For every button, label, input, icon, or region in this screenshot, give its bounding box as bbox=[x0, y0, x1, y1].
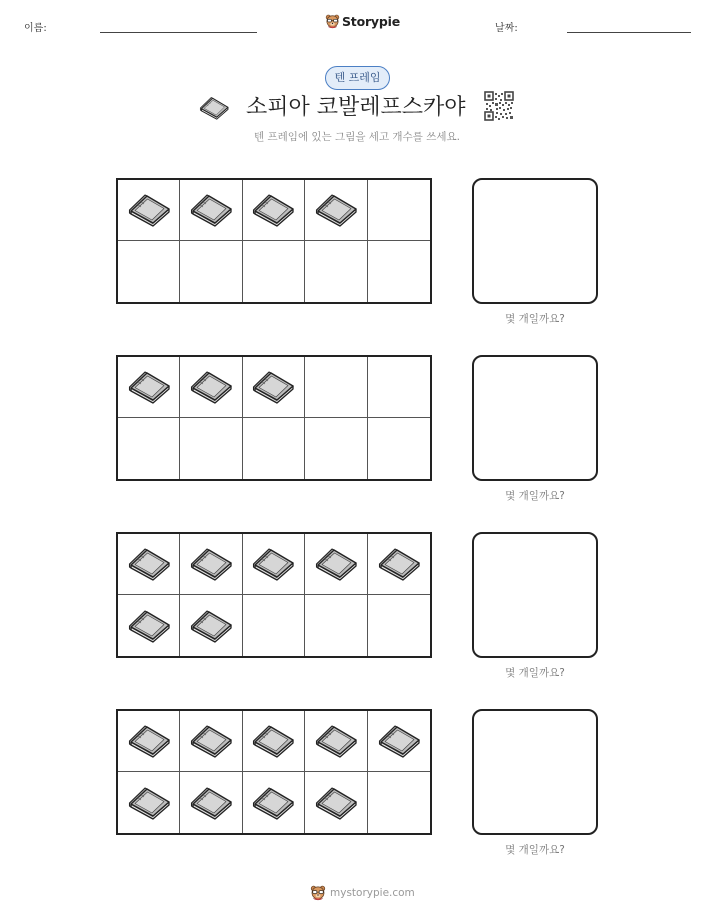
book-icon bbox=[127, 783, 171, 823]
frame-cell bbox=[243, 241, 305, 302]
answer-box[interactable] bbox=[472, 178, 598, 304]
question-label: 몇 개일까요? bbox=[505, 313, 565, 325]
book-icon bbox=[127, 721, 171, 761]
question-label: 몇 개일까요? bbox=[505, 844, 565, 856]
book-icon bbox=[127, 606, 171, 646]
frame-cell bbox=[180, 772, 242, 833]
frame-cell bbox=[368, 711, 430, 772]
book-icon bbox=[377, 544, 421, 584]
book-icon bbox=[198, 94, 230, 122]
page-title: 소피아 코발레프스카야 bbox=[246, 95, 466, 120]
frame-cell bbox=[118, 711, 180, 772]
name-line[interactable] bbox=[100, 32, 257, 33]
book-icon bbox=[251, 544, 295, 584]
qr-code-icon bbox=[484, 91, 514, 121]
frame-cell bbox=[305, 241, 367, 302]
name-label: 이름: bbox=[24, 23, 47, 34]
book-icon bbox=[189, 367, 233, 407]
date-label: 날짜: bbox=[495, 23, 518, 34]
brand-name: Storypie bbox=[342, 13, 400, 29]
ten-frame bbox=[116, 532, 432, 658]
ten-frame bbox=[116, 709, 432, 835]
frame-cell bbox=[118, 534, 180, 595]
frame-cell bbox=[118, 357, 180, 418]
frame-cell bbox=[368, 772, 430, 833]
book-icon bbox=[251, 721, 295, 761]
brand-logo bbox=[325, 13, 400, 29]
book-icon bbox=[314, 190, 358, 230]
frame-cell bbox=[305, 711, 367, 772]
frame-cell bbox=[243, 711, 305, 772]
topic-badge: 텐 프레임 bbox=[325, 66, 390, 90]
frame-cell bbox=[180, 595, 242, 656]
question-label: 몇 개일까요? bbox=[505, 667, 565, 679]
book-icon bbox=[251, 783, 295, 823]
footer bbox=[310, 884, 415, 901]
frame-cell bbox=[118, 595, 180, 656]
bear-mascot-icon bbox=[310, 884, 326, 901]
book-icon bbox=[189, 544, 233, 584]
date-line[interactable] bbox=[567, 32, 691, 33]
answer-box[interactable] bbox=[472, 355, 598, 481]
answer-box[interactable] bbox=[472, 532, 598, 658]
frame-cell bbox=[368, 418, 430, 479]
book-icon bbox=[314, 544, 358, 584]
frame-cell bbox=[368, 357, 430, 418]
frame-cell bbox=[118, 241, 180, 302]
answer-box[interactable] bbox=[472, 709, 598, 835]
frame-cell bbox=[243, 534, 305, 595]
frame-cell bbox=[243, 180, 305, 241]
book-icon bbox=[127, 190, 171, 230]
frame-cell bbox=[180, 418, 242, 479]
frame-cell bbox=[305, 418, 367, 479]
book-icon bbox=[127, 367, 171, 407]
frame-cell bbox=[243, 418, 305, 479]
ten-frame bbox=[116, 178, 432, 304]
book-icon bbox=[314, 721, 358, 761]
book-icon bbox=[189, 190, 233, 230]
book-icon bbox=[189, 721, 233, 761]
book-icon bbox=[127, 544, 171, 584]
frame-cell bbox=[118, 772, 180, 833]
bear-mascot-icon bbox=[325, 13, 340, 29]
frame-cell bbox=[305, 772, 367, 833]
book-icon bbox=[251, 367, 295, 407]
instructions: 텐 프레임에 있는 그림을 세고 개수를 쓰세요. bbox=[254, 131, 460, 143]
frame-cell bbox=[180, 711, 242, 772]
ten-frame bbox=[116, 355, 432, 481]
frame-cell bbox=[180, 180, 242, 241]
question-label: 몇 개일까요? bbox=[505, 490, 565, 502]
book-icon bbox=[189, 606, 233, 646]
frame-cell bbox=[305, 595, 367, 656]
frame-cell bbox=[118, 180, 180, 241]
frame-cell bbox=[368, 595, 430, 656]
frame-cell bbox=[180, 241, 242, 302]
book-icon bbox=[251, 190, 295, 230]
frame-cell bbox=[368, 241, 430, 302]
frame-cell bbox=[180, 357, 242, 418]
book-icon bbox=[314, 783, 358, 823]
footer-url[interactable]: mystorypie.com bbox=[330, 886, 415, 899]
book-icon bbox=[377, 721, 421, 761]
frame-cell bbox=[243, 772, 305, 833]
frame-cell bbox=[305, 180, 367, 241]
book-icon bbox=[189, 783, 233, 823]
frame-cell bbox=[243, 357, 305, 418]
frame-cell bbox=[118, 418, 180, 479]
frame-cell bbox=[305, 357, 367, 418]
frame-cell bbox=[368, 534, 430, 595]
frame-cell bbox=[180, 534, 242, 595]
frame-cell bbox=[368, 180, 430, 241]
frame-cell bbox=[243, 595, 305, 656]
frame-cell bbox=[305, 534, 367, 595]
